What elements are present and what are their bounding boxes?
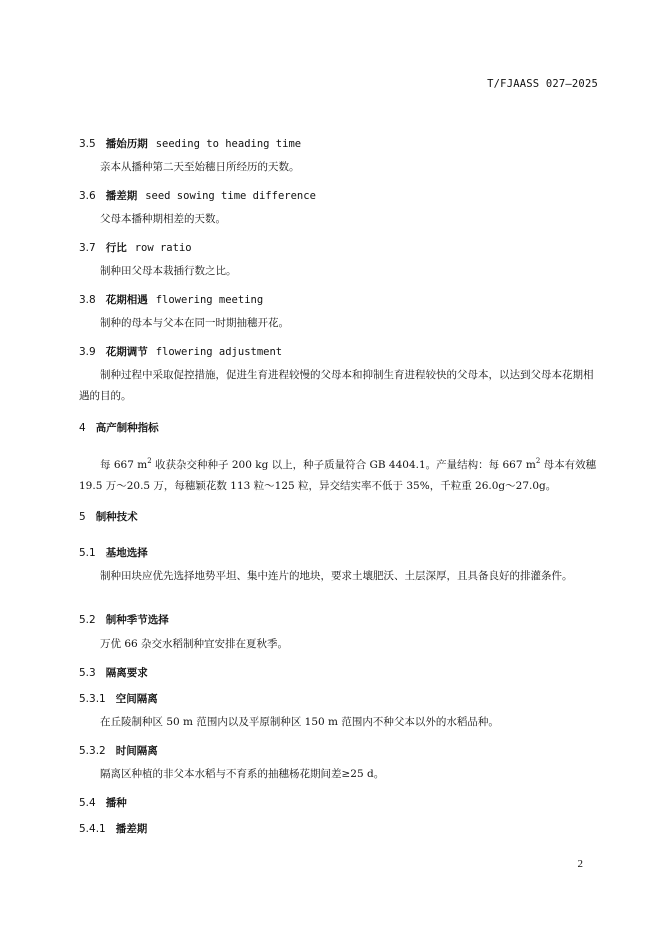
section-number: 5.3.2 [79, 745, 106, 757]
page-number: 2 [577, 858, 583, 870]
section-number: 5.2 [79, 614, 96, 626]
section-number: 5.4.1 [79, 823, 106, 835]
section-heading-3-6 [79, 188, 316, 203]
paragraph-4-part-a: 每 667 m [100, 459, 148, 471]
section-title: 播种 [105, 797, 127, 809]
section-number: 3.9 [79, 346, 96, 358]
section-heading-4 [79, 420, 159, 435]
section-title: 高产制种指标 [95, 422, 159, 434]
paragraph-4-part-b: 收获杂交种种子 200 kg 以上，种子质量符合 GB 4404.1。产量结构：每 667 m [151, 459, 536, 471]
paragraph-5-1: 制种田块应优先选择地势平坦、集中连片的地块，要求土壤肥沃、土层深厚，且具备良好的排灌条件。 [100, 570, 573, 582]
section-title-en: seed sowing time difference [145, 190, 316, 202]
section-heading-3-7 [79, 240, 192, 255]
section-title: 播始历期 [105, 138, 148, 150]
section-number: 4 [79, 422, 86, 434]
section-heading-3-5 [79, 136, 301, 151]
section-heading-3-8 [79, 292, 263, 307]
section-number: 3.6 [79, 190, 96, 202]
section-title: 行比 [105, 242, 127, 254]
section-number: 5.3.1 [79, 693, 106, 705]
section-number: 5.1 [79, 547, 96, 559]
section-title-en: flowering meeting [155, 294, 264, 306]
section-heading-5-1 [79, 545, 148, 560]
superscript-2: 2 [535, 457, 541, 465]
paragraph-3-5: 亲本从播种第二天至始穗日所经历的天数。 [100, 161, 300, 173]
section-title: 播差期 [105, 190, 138, 202]
paragraph-5-2: 万优 66 杂交水稻制种宜安排在夏秋季。 [100, 638, 289, 650]
section-title: 花期相遇 [105, 294, 148, 306]
section-number: 3.5 [79, 138, 96, 150]
paragraph-3-8: 制种的母本与父本在同一时期抽穗开花。 [100, 317, 289, 329]
section-heading-5 [79, 509, 138, 524]
paragraph-4-part-c: 母本有效穗 19.5 万～20.5 万，每穗颖花数 113 粒～125 粒，异交结实率不低于 35%，千粒重 26.0g～27.0g。 [79, 459, 597, 492]
section-heading-5-4-1 [79, 821, 147, 836]
section-number: 3.8 [79, 294, 96, 306]
paragraph-4 [79, 451, 602, 497]
section-title: 制种技术 [95, 511, 138, 523]
section-title-en: seeding to heading time [155, 138, 302, 150]
section-number: 5.4 [79, 797, 96, 809]
superscript-2: 2 [147, 457, 152, 465]
section-title-en: row ratio [134, 242, 192, 254]
section-heading-5-2 [79, 612, 169, 627]
section-title: 制种季节选择 [105, 614, 169, 626]
section-title: 隔离要求 [105, 667, 148, 679]
section-title: 花期调节 [105, 346, 148, 358]
standard-code: T/FJAASS 027—2025 [487, 78, 598, 90]
section-heading-5-3 [79, 665, 148, 680]
section-number: 5 [79, 511, 86, 523]
paragraph-3-9: 制种过程中采取促控措施，促进生育进程较慢的父母本和抑制生育进程较快的父母本，以达到父母本花期相遇的目的。 [79, 369, 594, 402]
paragraph-3-6: 父母本播种期相差的天数。 [100, 213, 226, 225]
section-title-en: flowering adjustment [155, 346, 283, 358]
paragraph-3-7: 制种田父母本栽插行数之比。 [100, 265, 237, 277]
section-heading-3-9 [79, 344, 282, 359]
section-number: 3.7 [79, 242, 96, 254]
paragraph-5-3-2: 隔离区种植的非父本水稻与不育系的抽穗杨花期间差≥25 d。 [100, 768, 385, 780]
section-heading-5-3-2 [79, 743, 158, 758]
section-number: 5.3 [79, 667, 96, 679]
section-title: 空间隔离 [115, 693, 158, 705]
section-title: 播差期 [115, 823, 148, 835]
section-title: 时间隔离 [115, 745, 158, 757]
section-heading-5-4 [79, 795, 127, 810]
paragraph-5-3-1: 在丘陵制种区 50 m 范围内以及平原制种区 150 m 范围内不种父本以外的水稻品种。 [100, 716, 499, 728]
section-title: 基地选择 [105, 547, 148, 559]
section-heading-5-3-1 [79, 691, 158, 706]
